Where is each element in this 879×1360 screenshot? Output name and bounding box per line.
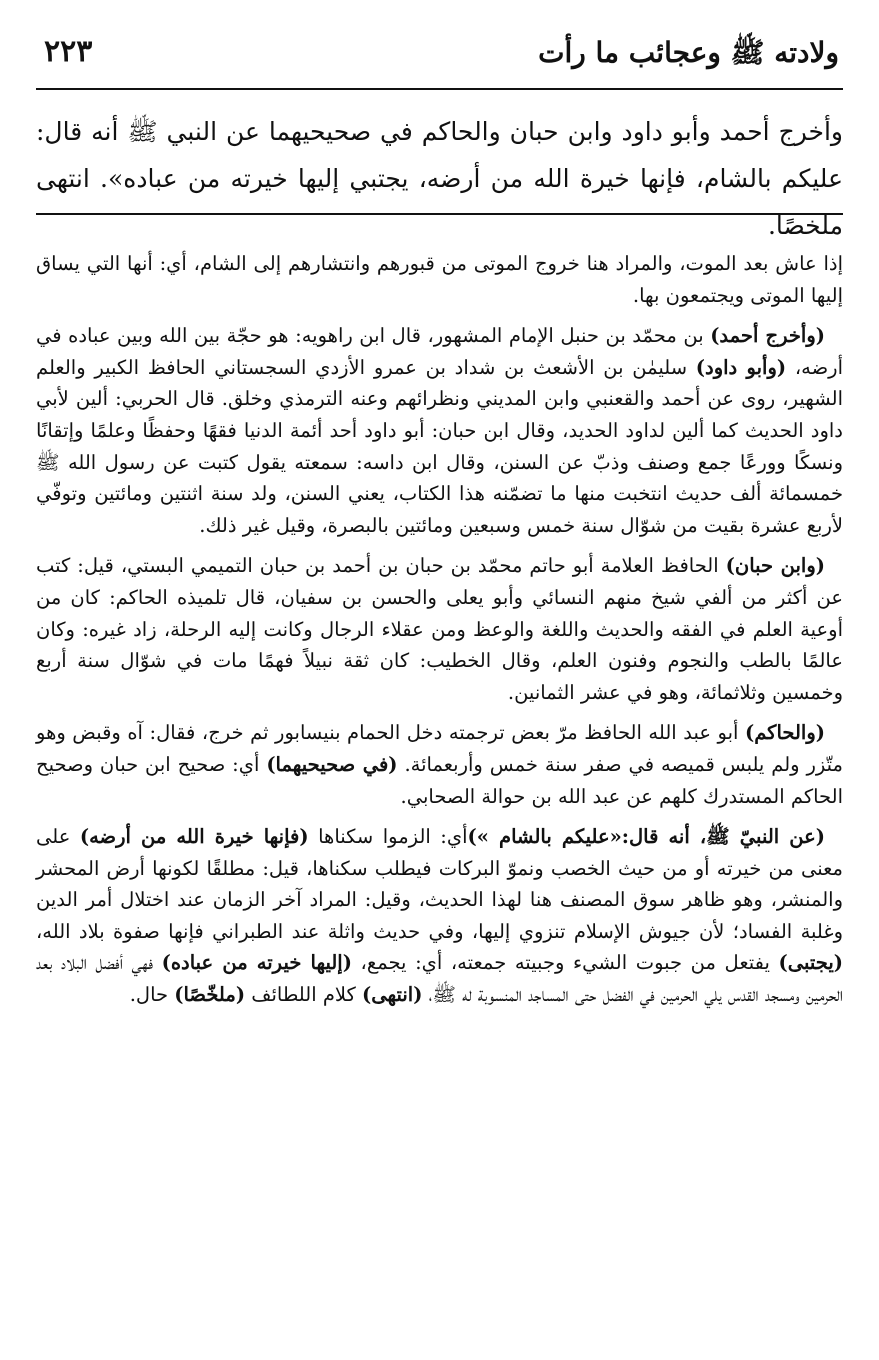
footnote-separator	[36, 213, 843, 215]
commentary-paragraph-1: إذا عاش بعد الموت، والمراد هنا خروج الموتى من قبورهم وانتشارهم إلى الشام، أي: أنها التي يساق إليها الموتى ويجتمعون بها.	[36, 252, 843, 307]
lemma-ilayha: (إليها خيرته من عباده)	[161, 951, 352, 975]
lemma-ibn-hibban: (وابن حبان)	[725, 554, 825, 578]
lemma-ahmad: (وأخرج أحمد)	[710, 324, 825, 348]
commentary-text: حال.	[129, 983, 175, 1007]
commentary-text: أي: صحيح ابن حبان وصحيح الحاكم المستدرك كلهم عن عبد الله بن حوالة الصحابي.	[36, 752, 843, 808]
lemma-intaha: (انتهى)	[362, 983, 423, 1007]
commentary-text: الحافظ العلامة أبو حاتم محمّد بن حبان بن أحمد بن حبان التميمي البستي، قيل: كتب عن أكثر من ألفي شيخ منهم النسائي وأبو يعلى والحسن بن سفيان، قال تلميذه الحاكم: كان من أوعية العلم في الفقه والحديث واللغة والوعظ ومن عقلاء الرجال وكانت إليه الرحلة، زاد غيره: وكان عالمًا بالطب والنجوم وفنون العلم، وقال الخطيب: كان ثقة نبيلاً فهمًا مات في شوّال سنة أربع وخمسين وثلاثمائة، وهو في عشر الثمانين.	[36, 554, 843, 704]
lemma-mulakhkhasan: (ملخّصًا)	[174, 983, 246, 1007]
lemma-yajtabi: (يجتبى)	[778, 951, 843, 975]
commentary-text: فهي أفضل البلاد بعد الحرمين ومسجد القدس يلي الحرمين في الفضل حتى المساجد المنسوبة له ﷺ،	[36, 951, 843, 1007]
commentary-text: سليمٰن بن الأشعث بن شداد بن عمرو الأزدي السجستاني الحافظ الكبير والعلم الشهير، روى عن أحمد والقعنبي وابن المديني ونظرائهم وعنه الترمذي وخلق. قال الحربي: ألين لأبي داود الحديث كما ألين لداود الحديد، وقال ابن حبان: أبو داود أحد أئمة الدنيا فقهًا وحفظًا وعلمًا وإتقانًا ونسكًا وورعًا جمع وصنف وذبّ عن السنن، وقال ابن داسه: سمعته يقول كتبت عن رسول الله ﷺ خمسمائة ألف حديث انتخبت منها ما تضمّنه هذا الكتاب، يعني السنن، ولد سنة اثنتين ومائتين وتوفّي لأربع عشرة بقيت من شوّال سنة خمس وسبعين ومائتين بالبصرة، وقيل غير ذلك.	[36, 355, 843, 537]
commentary	[36, 248, 843, 1020]
lemma-an-nabi: (عن النبيّ ﷺ، أنه قال:«عليكم بالشام »)	[467, 825, 825, 849]
main-text-paragraph: وأخرج أحمد وأبو داود وابن حبان والحاكم في صحيحيهما عن النبي ﷺ أنه قال: عليكم بالشام، فإنها خيرة الله من أرضه، يجتبي إليها خيرته من عباده». انتهى ملخصًا.	[36, 117, 843, 240]
page-number: ٢٢٣	[44, 34, 93, 69]
commentary-paragraph-5	[36, 821, 843, 1011]
commentary-text: بن محمّد بن حنبل الإمام المشهور، قال ابن راهويه: هو حجّة بين الله وبين عباده في أرضه،	[36, 324, 844, 379]
lemma-al-hakim: (والحاكم)	[744, 721, 825, 745]
commentary-paragraph-4	[36, 717, 843, 812]
lemma-sahihayhima: (في صحيحيهما)	[266, 752, 398, 776]
commentary-text: كلام اللطائف	[245, 983, 363, 1007]
commentary-paragraph-2	[36, 320, 843, 541]
commentary-text: على معنى من خيرته أو من حيث الخصب ونموّ البركات فيطلب سكناها، قيل: مطلقًا لكونها أرض المحشر والمنشر، وهو ظاهر سوق المصنف هنا لهذا الحديث، وقيل: المراد آخر الزمان عند اختلال أمر الدين وغلبة الفساد؛ لأن جيوش الإسلام تنزوي إليها، وفي حديث واثلة عند الطبراني فإنها صفوة بلاد الله،	[36, 825, 843, 943]
page-header	[36, 28, 843, 90]
commentary-paragraph-3	[36, 550, 843, 708]
commentary-text: يفتعل من جبوت الشيء وجبيته جمعته، أي: يجمع،	[351, 951, 779, 975]
commentary-text: أي: الزموا سكناها	[308, 825, 468, 849]
lemma-abu-dawud: (وأبو داود)	[695, 355, 787, 379]
main-text	[36, 108, 843, 249]
commentary-text: أبو عبد الله الحافظ مرّ بعض ترجمته دخل الحمام بنيسابور ثم خرج، فقال: آه وقبض وهو متّزر ولم يلبس قميصه في صفر سنة خمس وأربعمائة.	[36, 721, 843, 776]
running-title: ولادته ﷺ وعجائب ما رأت	[538, 36, 839, 69]
lemma-khirat-allah: (فإنها خيرة الله من أرضه)	[79, 825, 309, 849]
